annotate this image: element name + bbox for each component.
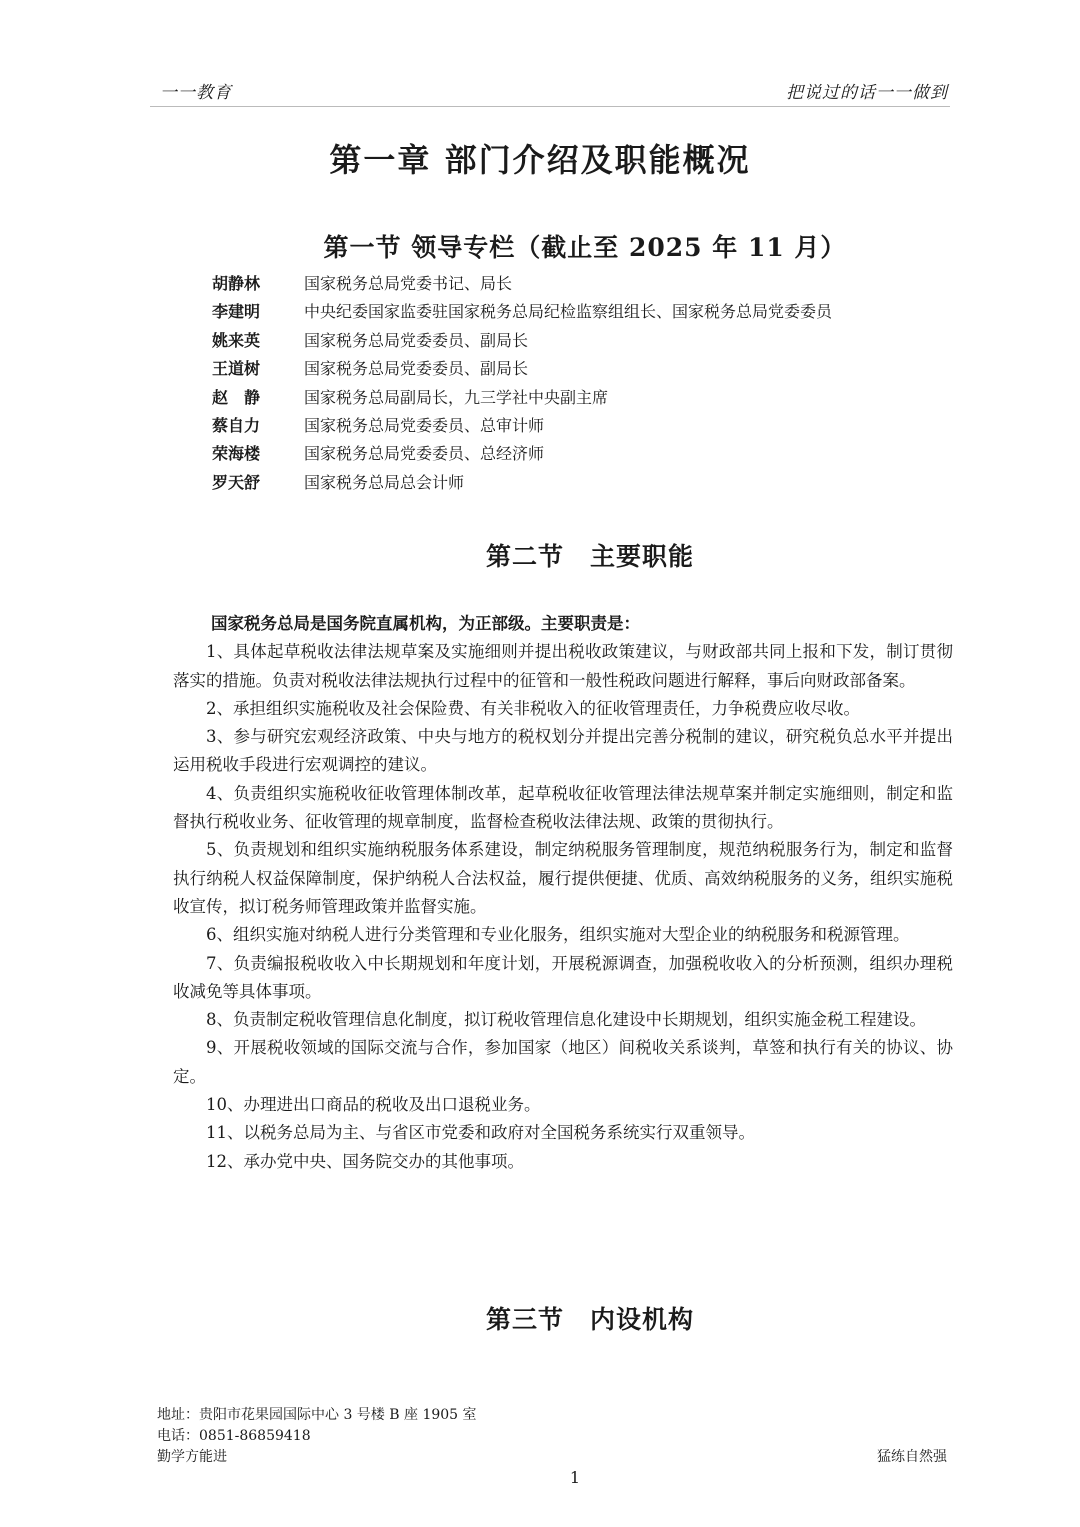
chapter-title: 第一章 部门介绍及职能概况 (329, 141, 751, 179)
leader-title: 国家税务总局党委委员、总经济师 (304, 444, 545, 464)
leader-row (212, 384, 932, 412)
section1-title: 第一节 领导专栏（截止至 2025 年 11 月） (323, 233, 847, 262)
leader-title: 国家税务总局总会计师 (304, 472, 465, 492)
leader-title: 国家税务总局党委委员、副局长 (304, 359, 529, 379)
leader-row (212, 270, 932, 298)
leader-name: 赵 静 (212, 387, 261, 407)
duty-item: 7、负责编报税收收入中长期规划和年度计划，开展税源调查，加强税收收入的分析预测，组织办理税收减免等具体事项。 (173, 953, 953, 1001)
section2-title: 第二节 主要职能 (485, 542, 694, 571)
duty-item: 9、开展税收领域的国际交流与合作，参加国家（地区）间税收关系谈判，草签和执行有关的协议、协定。 (173, 1038, 953, 1086)
duty-item: 2、承担组织实施税收及社会保险费、有关非税收入的征收管理责任，力争税费应收尽收。 (206, 698, 860, 718)
page-number: 1 (569, 1468, 581, 1487)
header-left-text: 一一教育 (160, 83, 232, 103)
leader-name: 蔡自力 (212, 415, 261, 435)
duty-item: 3、参与研究宏观经济政策、中央与地方的税权划分并提出完善分税制的建议，研究税负总水平并提出运用税收手段进行宏观调控的建议。 (173, 727, 953, 775)
duty-item: 4、负责组织实施税收征收管理体制改革，起草税收征收管理法律法规草案并制定实施细则，制定和监督执行税收业务、征收管理的规章制度，监督检查税收法律法规、政策的贯彻执行。 (173, 783, 953, 832)
leader-title: 国家税务总局党委书记、局长 (304, 274, 513, 293)
footer-motto-right: 猛练自然强 (877, 1449, 947, 1465)
leader-name: 胡静林 (212, 274, 261, 293)
leader-name: 荣海楼 (212, 444, 261, 464)
leader-row (212, 440, 932, 468)
leader-title: 国家税务总局党委委员、副局长 (304, 330, 529, 350)
leader-name: 姚来英 (212, 330, 261, 350)
section3-title: 第三节 内设机构 (485, 1305, 694, 1334)
leader-title: 国家税务总局副局长，九三学社中央副主席 (304, 387, 609, 407)
leader-name: 李建明 (212, 302, 261, 322)
leader-row (212, 355, 932, 383)
duty-item: 11、以税务总局为主、与省区市党委和政府对全国税务系统实行双重领导。 (206, 1123, 755, 1143)
leader-name: 罗天舒 (212, 472, 261, 492)
leader-row (212, 412, 932, 440)
header-right-text: 把说过的话一一做到 (786, 83, 948, 103)
duty-item: 6、组织实施对纳税人进行分类管理和专业化服务，组织实施对大型企业的纳税服务和税源管理。 (206, 925, 910, 945)
duty-item: 5、负责规划和组织实施纳税服务体系建设，制定纳税服务管理制度，规范纳税服务行为，制定和监督执行纳税人权益保障制度，保护纳税人合法权益，履行提供便捷、优质、高效纳税服务的义务，组织实施税收宣传，拟订税务师管理政策并监督实施。 (173, 840, 953, 916)
leader-title: 国家税务总局党委委员、总审计师 (304, 415, 545, 435)
duty-item: 10、办理进出口商品的税收及出口退税业务。 (206, 1095, 541, 1115)
duties-list (173, 610, 953, 1176)
footer-phone: 电话：0851-86859418 (157, 1428, 311, 1444)
footer-motto-left: 勤学方能进 (157, 1449, 227, 1465)
leader-row (212, 298, 932, 326)
duty-item: 12、承办党中央、国务院交办的其他事项。 (206, 1151, 524, 1171)
leader-title: 中央纪委国家监委驻国家税务总局纪检监察组组长、国家税务总局党委委员 (304, 302, 833, 322)
leaders-list (212, 270, 932, 497)
duty-item: 1、具体起草税收法律法规草案及实施细则并提出税收政策建议，与财政部共同上报和下发，制订贯彻落实的措施。负责对税收法律法规执行过程中的征管和一般性税政问题进行解释，事后向财政部备案。 (173, 642, 953, 690)
footer-address: 地址：贵阳市花果园国际中心 3 号楼 B 座 1905 室 (157, 1407, 477, 1423)
header-divider (150, 106, 950, 107)
leader-row (212, 469, 932, 497)
leader-name: 王道树 (212, 359, 261, 379)
leader-row (212, 327, 932, 355)
duty-item: 8、负责制定税收管理信息化制度，拟订税收管理信息化建设中长期规划，组织实施金税工程建设。 (206, 1010, 926, 1030)
duties-intro: 国家税务总局是国务院直属机构，为正部级。主要职责是： (211, 614, 640, 633)
